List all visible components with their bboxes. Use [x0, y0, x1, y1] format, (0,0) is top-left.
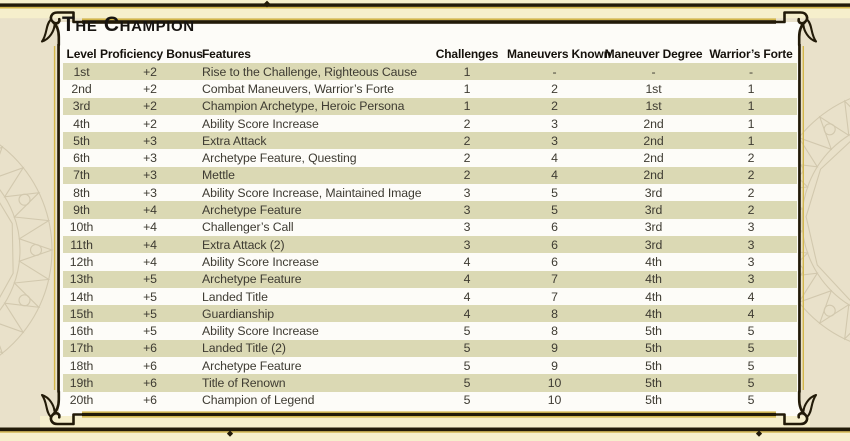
cell-warriors-forte: 5 — [705, 374, 797, 391]
cell-maneuver-degree: 5th — [645, 358, 662, 373]
cell-challenges: 1 — [427, 63, 507, 80]
cell-challenges: 1 — [463, 81, 471, 96]
table-row — [63, 253, 797, 270]
cell-maneuvers-known: 6 — [507, 236, 602, 253]
cell-level: 3rd — [63, 98, 100, 115]
cell-challenges: 3 — [463, 185, 471, 200]
cell-proficiency-bonus: +4 — [100, 201, 200, 218]
cell-proficiency-bonus: +5 — [100, 305, 200, 322]
table-row — [63, 167, 797, 184]
cell-level: 17th — [63, 340, 100, 357]
cell-level: 19th — [63, 374, 100, 391]
cell-maneuvers-known: 8 — [551, 324, 558, 339]
column-header-level: Level — [66, 47, 97, 61]
cell-maneuver-degree: 5th — [602, 374, 705, 391]
cell-warriors-forte: 3 — [747, 220, 755, 235]
cell-maneuver-degree: 2nd — [602, 167, 705, 184]
cell-proficiency-bonus: +6 — [100, 374, 200, 391]
table-row — [63, 132, 797, 149]
cell-level: 6th — [73, 151, 90, 166]
cell-maneuvers-known: - — [507, 63, 602, 80]
table-row — [63, 98, 797, 115]
cell-proficiency-bonus: +5 — [143, 324, 157, 339]
cell-level: 5th — [63, 132, 100, 149]
cell-challenges: 3 — [427, 201, 507, 218]
cell-maneuver-degree: 2nd — [643, 151, 664, 166]
cell-challenges: 2 — [463, 151, 471, 166]
cell-challenges: 4 — [463, 254, 471, 269]
cell-maneuver-degree: 4th — [645, 254, 662, 269]
cell-warriors-forte: 1 — [747, 81, 755, 96]
table-row — [63, 149, 797, 166]
cell-proficiency-bonus: +3 — [143, 151, 157, 166]
cell-maneuvers-known: 3 — [551, 116, 558, 131]
cell-maneuver-degree: 2nd — [602, 132, 705, 149]
cell-level: 12th — [69, 254, 94, 269]
cell-maneuver-degree: 2nd — [643, 116, 664, 131]
cell-maneuvers-known: 6 — [551, 220, 558, 235]
cell-challenges: 4 — [463, 289, 471, 304]
cell-features: Champion of Legend — [202, 393, 315, 408]
cell-warriors-forte: 1 — [747, 116, 755, 131]
cell-proficiency-bonus: +3 — [100, 132, 200, 149]
cell-proficiency-bonus: +2 — [100, 63, 200, 80]
cell-proficiency-bonus: +4 — [143, 220, 157, 235]
cell-maneuvers-known: 8 — [507, 305, 602, 322]
cell-features: Ability Score Increase — [202, 254, 319, 269]
cell-level: 14th — [69, 289, 94, 304]
cell-features: Challenger’s Call — [202, 220, 294, 235]
cell-warriors-forte: 5 — [747, 393, 755, 408]
cell-features: Ability Score Increase — [202, 116, 319, 131]
table-row — [63, 115, 797, 132]
cell-maneuvers-known: 2 — [551, 81, 558, 96]
table-row — [63, 80, 797, 97]
cell-proficiency-bonus: +3 — [143, 185, 157, 200]
page-title: The Champion — [62, 13, 195, 36]
cell-warriors-forte: 4 — [747, 289, 755, 304]
champion-class-table — [63, 46, 797, 409]
cell-maneuver-degree: 3rd — [602, 201, 705, 218]
cell-proficiency-bonus: +2 — [143, 116, 157, 131]
table-row — [63, 271, 797, 288]
cell-maneuvers-known: 7 — [507, 271, 602, 288]
cell-level: 8th — [73, 185, 90, 200]
cell-level: 13th — [63, 271, 100, 288]
column-header-challenges: Challenges — [435, 47, 499, 61]
table-row — [63, 184, 797, 201]
cell-maneuvers-known: 6 — [551, 254, 558, 269]
cell-features: Archetype Feature — [200, 271, 427, 288]
cell-warriors-forte: 2 — [705, 167, 797, 184]
cell-features: Ability Score Increase, Maintained Image — [202, 185, 422, 200]
cell-maneuvers-known: 2 — [507, 98, 602, 115]
cell-level: 4th — [73, 116, 90, 131]
cell-maneuvers-known: 7 — [551, 289, 558, 304]
cell-maneuvers-known: 3 — [507, 132, 602, 149]
cell-maneuvers-known: 10 — [507, 374, 602, 391]
cell-features: Combat Maneuvers, Warrior’s Forte — [202, 81, 394, 96]
cell-features: Archetype Feature — [200, 201, 427, 218]
cell-features: Archetype Feature — [202, 358, 302, 373]
cell-proficiency-bonus: +4 — [100, 236, 200, 253]
cell-level: 7th — [63, 167, 100, 184]
cell-challenges: 3 — [463, 220, 471, 235]
cell-maneuvers-known: 4 — [551, 151, 558, 166]
cell-maneuver-degree: 4th — [602, 271, 705, 288]
cell-features: Landed Title (2) — [200, 340, 427, 357]
cell-level: 15th — [63, 305, 100, 322]
cell-warriors-forte: 2 — [747, 151, 755, 166]
table-row — [63, 340, 797, 357]
cell-warriors-forte: 1 — [705, 98, 797, 115]
cell-maneuver-degree: 5th — [645, 324, 662, 339]
cell-maneuver-degree: 3rd — [644, 220, 663, 235]
table-row — [63, 357, 797, 374]
cell-challenges: 4 — [427, 271, 507, 288]
table-row — [63, 219, 797, 236]
table-body — [63, 63, 797, 409]
cell-proficiency-bonus: +6 — [143, 393, 157, 408]
cell-proficiency-bonus: +2 — [100, 98, 200, 115]
table-row — [63, 374, 797, 391]
cell-maneuver-degree: 5th — [602, 340, 705, 357]
table-row — [63, 201, 797, 218]
table-row — [63, 322, 797, 339]
cell-features: Archetype Feature, Questing — [202, 151, 357, 166]
header-row — [63, 46, 797, 63]
cell-proficiency-bonus: +6 — [100, 340, 200, 357]
table-row — [63, 305, 797, 322]
cell-features: Guardianship — [200, 305, 427, 322]
cell-features: Rise to the Challenge, Righteous Cause — [200, 63, 427, 80]
cell-proficiency-bonus: +5 — [143, 289, 157, 304]
cell-challenges: 2 — [463, 116, 471, 131]
cell-challenges: 5 — [463, 393, 471, 408]
cell-challenges: 5 — [427, 340, 507, 357]
cell-warriors-forte: 2 — [705, 201, 797, 218]
cell-maneuver-degree: 3rd — [602, 236, 705, 253]
table-row — [63, 392, 797, 409]
cell-challenges: 4 — [427, 305, 507, 322]
cell-warriors-forte: 3 — [747, 254, 755, 269]
cell-warriors-forte: 2 — [747, 185, 755, 200]
cell-maneuver-degree: 5th — [645, 393, 662, 408]
cell-proficiency-bonus: +5 — [100, 271, 200, 288]
cell-maneuvers-known: 5 — [507, 201, 602, 218]
cell-proficiency-bonus: +3 — [100, 167, 200, 184]
column-header-warriors-forte: Warrior’s Forte — [709, 47, 793, 61]
cell-maneuvers-known: 9 — [551, 358, 558, 373]
column-header-features: Features — [202, 47, 251, 61]
cell-warriors-forte: 5 — [705, 340, 797, 357]
cell-warriors-forte: 1 — [705, 132, 797, 149]
cell-level: 16th — [69, 324, 94, 339]
table-row — [63, 63, 797, 80]
cell-warriors-forte: 4 — [705, 305, 797, 322]
cell-maneuvers-known: 4 — [507, 167, 602, 184]
cell-level: 11th — [63, 236, 100, 253]
cell-warriors-forte: 5 — [747, 324, 755, 339]
cell-challenges: 5 — [463, 324, 471, 339]
cell-maneuvers-known: 10 — [547, 393, 562, 408]
cell-level: 1st — [63, 63, 100, 80]
cell-features: Extra Attack (2) — [200, 236, 427, 253]
cell-proficiency-bonus: +4 — [143, 254, 157, 269]
cell-features: Ability Score Increase — [202, 324, 319, 339]
cell-level: 18th — [69, 358, 94, 373]
table-row — [63, 288, 797, 305]
cell-challenges: 2 — [427, 167, 507, 184]
cell-challenges: 5 — [463, 358, 471, 373]
cell-features: Mettle — [200, 167, 427, 184]
cell-challenges: 2 — [427, 132, 507, 149]
cell-challenges: 5 — [427, 374, 507, 391]
cell-level: 2nd — [71, 81, 92, 96]
cell-features: Extra Attack — [200, 132, 427, 149]
cell-level: 10th — [69, 220, 94, 235]
cell-proficiency-bonus: +2 — [143, 81, 157, 96]
cell-features: Champion Archetype, Heroic Persona — [200, 98, 427, 115]
cell-level: 20th — [69, 393, 94, 408]
cell-warriors-forte: 3 — [705, 236, 797, 253]
cell-maneuvers-known: 5 — [551, 185, 558, 200]
cell-features: Landed Title — [202, 289, 268, 304]
cell-maneuvers-known: 9 — [507, 340, 602, 357]
cell-proficiency-bonus: +6 — [143, 358, 157, 373]
cell-maneuver-degree: 3rd — [644, 185, 663, 200]
cell-maneuver-degree: - — [602, 63, 705, 80]
column-header-maneuver-degree: Maneuver Degree — [604, 47, 703, 61]
column-header-proficiency-bonus: Proficiency Bonus — [100, 47, 203, 61]
cell-challenges: 3 — [427, 236, 507, 253]
cell-maneuver-degree: 1st — [645, 81, 662, 96]
table-row — [63, 236, 797, 253]
cell-warriors-forte: - — [705, 63, 797, 80]
cell-warriors-forte: 3 — [705, 271, 797, 288]
cell-maneuver-degree: 4th — [645, 289, 662, 304]
cell-level: 9th — [63, 201, 100, 218]
cell-maneuver-degree: 4th — [602, 305, 705, 322]
column-header-maneuvers-known: Maneuvers Known — [507, 47, 611, 61]
cell-challenges: 1 — [427, 98, 507, 115]
cell-features: Title of Renown — [200, 374, 427, 391]
cell-warriors-forte: 5 — [747, 358, 755, 373]
cell-maneuver-degree: 1st — [602, 98, 705, 115]
